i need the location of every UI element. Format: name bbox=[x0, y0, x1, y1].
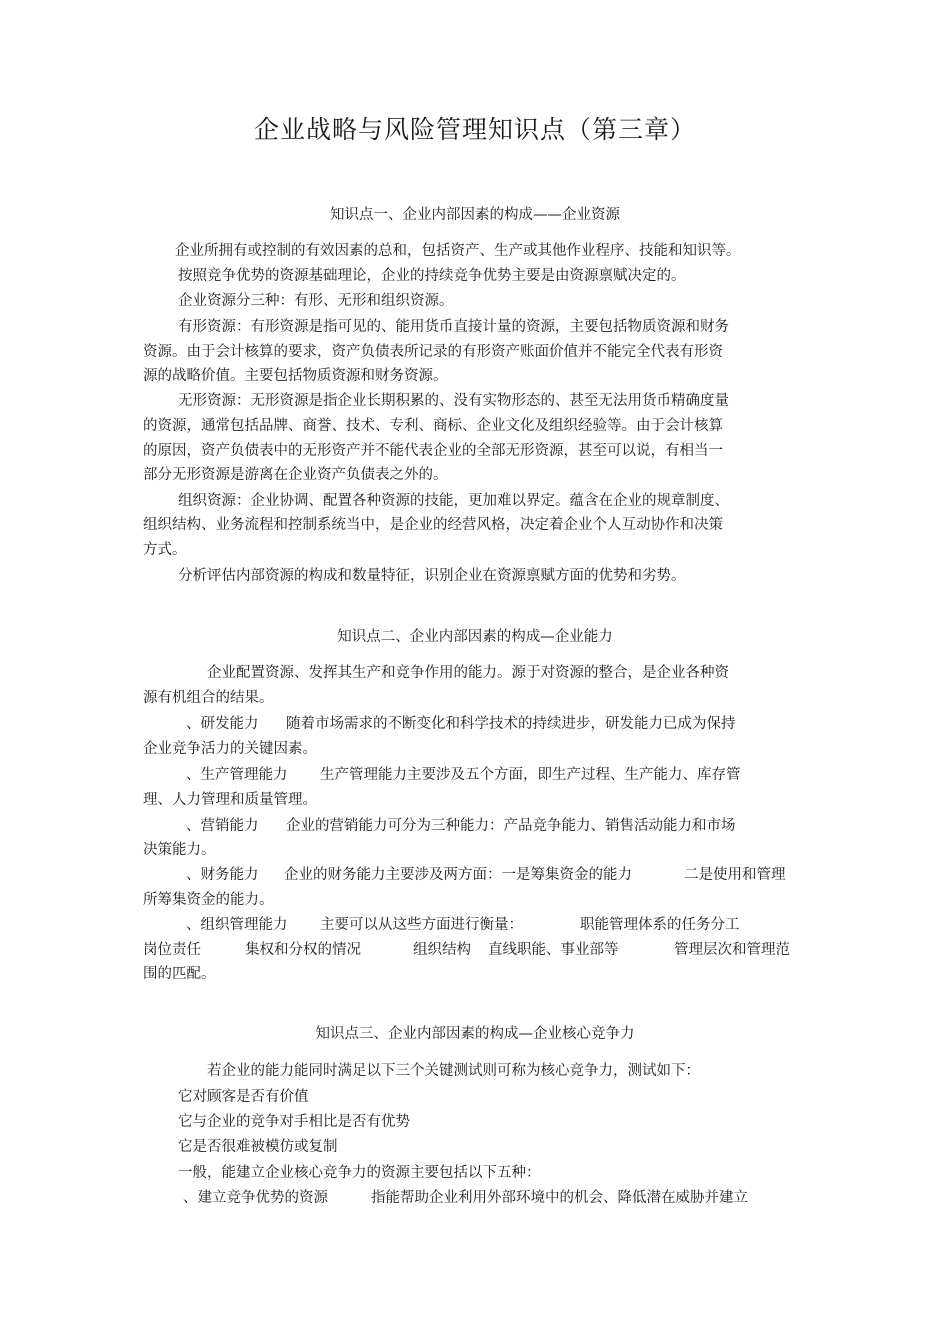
s1-paragraph-line: 部分无形资源是游离在企业资产负债表之外的。 bbox=[143, 467, 448, 483]
s2-paragraph-line: 企业竞争活力的关键因素。 bbox=[143, 741, 317, 757]
section-1-heading: 知识点一、企业内部因素的构成——企业资源 bbox=[330, 207, 620, 223]
s1-paragraph-line: 的原因，资产负债表中的无形资产并不能代表企业的全部无形资源，甚至可以说，有相当一 bbox=[143, 443, 723, 459]
s2-paragraph-line: 职能管理体系的任务分工 bbox=[580, 917, 740, 933]
s2-item-label: 、财务能力 bbox=[186, 867, 259, 883]
s2-item-label: 、营销能力 bbox=[186, 818, 259, 834]
s1-paragraph-line: 企业所拥有或控制的有效因素的总和，包括资产、生产或其他作业程序、技能和知识等。 bbox=[175, 243, 741, 259]
s3-list-item: 它对顾客是否有价值 bbox=[178, 1089, 309, 1105]
s2-paragraph-line: 生产管理能力主要涉及五个方面，即生产过程、生产能力、库存管 bbox=[320, 767, 741, 783]
s2-paragraph-line: 企业的营销能力可分为三种能力：产品竞争能力、销售活动能力和市场 bbox=[286, 818, 736, 834]
section-2-heading: 知识点二、企业内部因素的构成—企业能力 bbox=[337, 629, 613, 645]
s2-paragraph-line: 随着市场需求的不断变化和科学技术的持续进步，研发能力已成为保持 bbox=[286, 716, 736, 732]
s2-paragraph-line: 企业的财务能力主要涉及两方面：一是筹集资金的能力 bbox=[284, 867, 632, 883]
s3-list-item: 它是否很难被模仿或复制 bbox=[178, 1139, 338, 1155]
document-title: 企业战略与风险管理知识点（第三章） bbox=[253, 115, 696, 144]
s1-paragraph-line: 方式。 bbox=[143, 542, 187, 558]
s1-paragraph-line: 无形资源：无形资源是指企业长期积累的、没有实物形态的、甚至无法用货币精确度量 bbox=[178, 393, 729, 409]
s2-paragraph-line: 围的匹配。 bbox=[143, 966, 216, 982]
s1-paragraph-line: 资源。由于会计核算的要求，资产负债表所记录的有形资产账面价值并不能完全代表有形资 bbox=[143, 344, 723, 360]
s1-paragraph-line: 分析评估内部资源的构成和数量特征，识别企业在资源禀赋方面的优势和劣势。 bbox=[178, 568, 686, 584]
s2-paragraph-line: 理、人力管理和质量管理。 bbox=[143, 792, 317, 808]
s1-paragraph-line: 按照竞争优势的资源基础理论，企业的持续竞争优势主要是由资源禀赋决定的。 bbox=[178, 268, 686, 284]
s1-paragraph-line: 的资源，通常包括品牌、商誉、技术、专利、商标、企业文化及组织经验等。由于会计核算 bbox=[143, 418, 723, 434]
s2-paragraph-line: 岗位责任 bbox=[143, 942, 201, 958]
s2-paragraph-line: 集权和分权的情况 bbox=[245, 942, 361, 958]
s2-paragraph-line: 源有机组合的结果。 bbox=[143, 690, 274, 706]
s2-item-label: 、组织管理能力 bbox=[186, 917, 288, 933]
s2-paragraph-line: 决策能力。 bbox=[143, 842, 216, 858]
s2-paragraph-line: 二是使用和管理 bbox=[684, 867, 786, 883]
s3-item-label: 、建立竞争优势的资源 bbox=[183, 1190, 328, 1206]
s1-paragraph-line: 企业资源分三种：有形、无形和组织资源。 bbox=[178, 293, 454, 309]
s3-paragraph-line: 一般，能建立企业核心竞争力的资源主要包括以下五种： bbox=[178, 1165, 541, 1181]
s2-item-label: 、研发能力 bbox=[186, 716, 259, 732]
s2-paragraph-line: 管理层次和管理范 bbox=[674, 942, 790, 958]
s3-paragraph-line: 若企业的能力能同时满足以下三个关键测试则可称为核心竞争力，测试如下： bbox=[207, 1063, 700, 1079]
s2-paragraph-line: 组织结构 bbox=[413, 942, 471, 958]
s2-item-label: 、生产管理能力 bbox=[186, 767, 288, 783]
s1-paragraph-line: 组织结构、业务流程和控制系统当中，是企业的经营风格，决定着企业个人互动协作和决策 bbox=[143, 517, 723, 533]
s2-paragraph-line: 主要可以从这些方面进行衡量： bbox=[320, 917, 523, 933]
s1-paragraph-line: 源的战略价值。主要包括物质资源和财务资源。 bbox=[143, 368, 448, 384]
s2-paragraph-line: 所筹集资金的能力。 bbox=[143, 892, 274, 908]
section-3-heading: 知识点三、企业内部因素的构成—企业核心竞争力 bbox=[315, 1026, 635, 1042]
s2-paragraph-line: 企业配置资源、发挥其生产和竞争作用的能力。源于对资源的整合，是企业各种资 bbox=[207, 665, 729, 681]
s2-paragraph-line: 直线职能、事业部等 bbox=[488, 942, 619, 958]
s1-paragraph-line: 有形资源：有形资源是指可见的、能用货币直接计量的资源，主要包括物质资源和财务 bbox=[178, 319, 729, 335]
s3-paragraph-line: 指能帮助企业利用外部环境中的机会、降低潜在威胁并建立 bbox=[371, 1190, 748, 1206]
s3-list-item: 它与企业的竞争对手相比是否有优势 bbox=[178, 1114, 410, 1130]
s1-paragraph-line: 组织资源：企业协调、配置各种资源的技能，更加难以界定。蕴含在企业的规章制度、 bbox=[178, 493, 729, 509]
